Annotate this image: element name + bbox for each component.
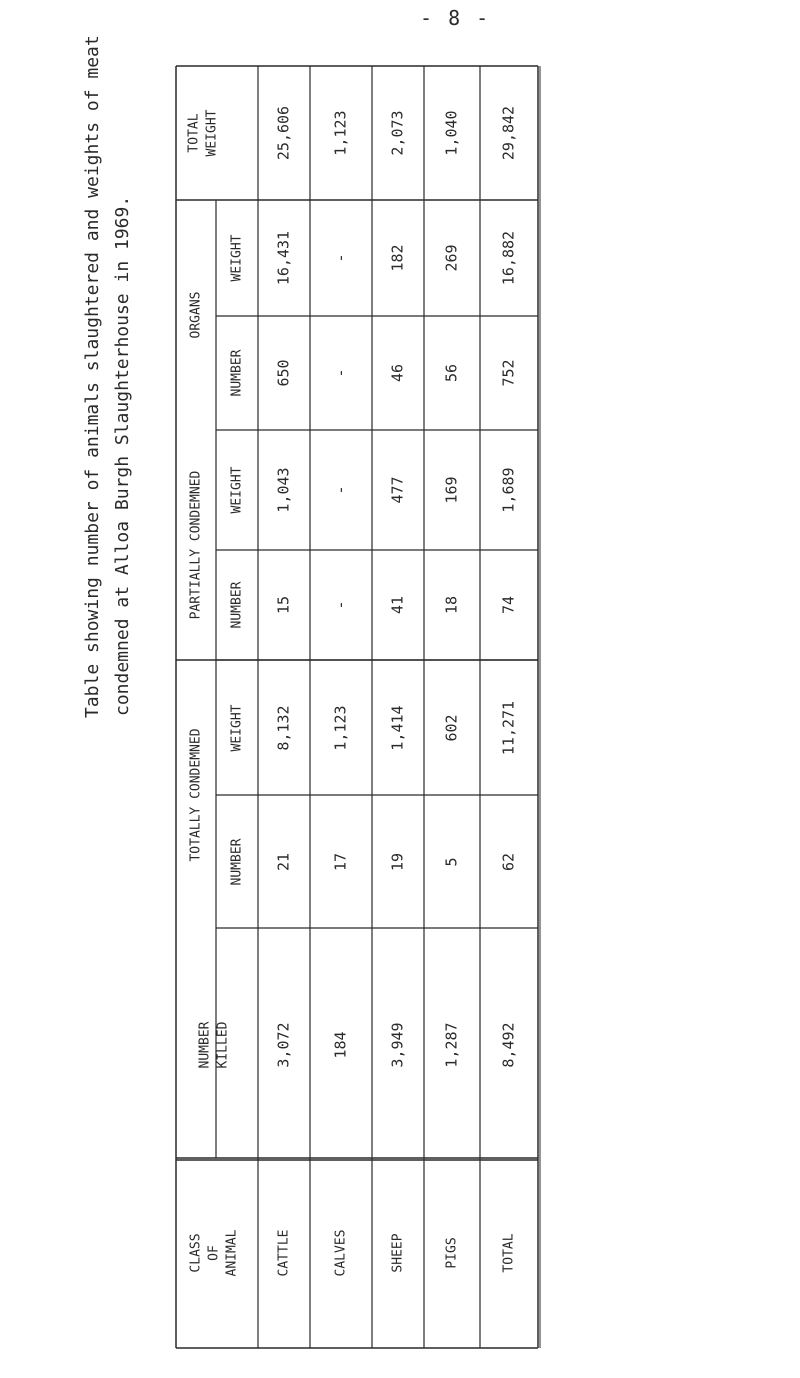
cell-animal: PIGS: [444, 1237, 460, 1269]
header-partially-number: NUMBER: [229, 581, 245, 629]
cell-org-number: -: [331, 368, 350, 378]
cell-killed: 1,287: [442, 1022, 461, 1068]
cell-total-weight: 1,040: [442, 110, 461, 156]
page-number: - 8 -: [420, 6, 491, 30]
cell-pc-number: -: [331, 600, 350, 610]
cell-org-weight: -: [331, 253, 350, 263]
cell-total-weight: 2,073: [388, 110, 407, 156]
header-class-of-animal: OF: [206, 1245, 222, 1261]
cell-tc-weight: 602: [442, 714, 461, 742]
cell-tc-number: 17: [331, 852, 350, 872]
cell-pc-number: 18: [442, 595, 461, 615]
cell-tc-weight: 8,132: [274, 705, 293, 751]
header-class-of-animal: ANIMAL: [224, 1229, 240, 1277]
cell-total-weight: 1,123: [331, 110, 350, 156]
header-partially-condemned: PARTIALLY CONDEMNED: [188, 470, 204, 620]
header-partially-weight: WEIGHT: [229, 466, 245, 514]
caption-line-2: condemned at Alloa Burgh Slaughterhouse in 1969.: [112, 195, 133, 716]
cell-tc-number: 62: [499, 852, 518, 872]
cell-org-weight: 16,431: [274, 230, 293, 286]
cell-pc-weight: 477: [388, 476, 407, 504]
cell-org-weight: 182: [388, 244, 407, 272]
cell-tc-number: 5: [442, 857, 461, 867]
cell-org-number: 752: [499, 359, 518, 387]
cell-tc-number: 19: [388, 852, 407, 872]
cell-pc-number: 15: [274, 595, 293, 615]
header-number-killed: KILLED: [215, 1021, 231, 1069]
cell-killed: 3,072: [274, 1022, 293, 1068]
header-class-of-animal: CLASS: [188, 1233, 204, 1273]
cell-animal: SHEEP: [390, 1233, 406, 1273]
cell-killed: 184: [331, 1031, 350, 1059]
cell-pc-weight: 169: [442, 476, 461, 504]
cell-animal: CALVES: [333, 1229, 349, 1277]
cell-pc-weight: -: [331, 485, 350, 495]
header-number-killed: NUMBER: [197, 1021, 213, 1069]
cell-tc-number: 21: [274, 852, 293, 872]
cell-org-weight: 16,882: [499, 230, 518, 286]
cell-org-number: 46: [388, 363, 407, 383]
cell-killed: 8,492: [499, 1022, 518, 1068]
cell-total-weight: 29,842: [499, 105, 518, 161]
cell-pc-weight: 1,043: [274, 467, 293, 513]
header-totally-weight: WEIGHT: [229, 704, 245, 752]
header-total-weight: TOTAL: [186, 113, 202, 153]
cell-pc-weight: 1,689: [499, 467, 518, 513]
cell-tc-weight: 1,123: [331, 705, 350, 751]
cell-total-weight: 25,606: [274, 105, 293, 161]
cell-org-number: 56: [442, 363, 461, 383]
cell-org-number: 650: [274, 359, 293, 387]
cell-killed: 3,949: [388, 1022, 407, 1068]
caption-line-1: Table showing number of animals slaughtered and weights of meat: [82, 35, 103, 718]
cell-org-weight: 269: [442, 244, 461, 272]
header-organs: ORGANS: [188, 291, 204, 339]
header-total-weight: WEIGHT: [204, 109, 220, 157]
cell-animal: CATTLE: [276, 1229, 292, 1277]
header-totally-condemned: TOTALLY CONDEMNED: [188, 728, 204, 862]
header-organs-weight: WEIGHT: [229, 234, 245, 282]
header-totally-number: NUMBER: [229, 838, 245, 886]
cell-animal: TOTAL: [501, 1233, 517, 1273]
header-organs-number: NUMBER: [229, 349, 245, 397]
cell-pc-number: 41: [388, 595, 407, 615]
cell-pc-number: 74: [499, 595, 518, 615]
cell-tc-weight: 1,414: [388, 705, 407, 751]
cell-tc-weight: 11,271: [499, 700, 518, 756]
